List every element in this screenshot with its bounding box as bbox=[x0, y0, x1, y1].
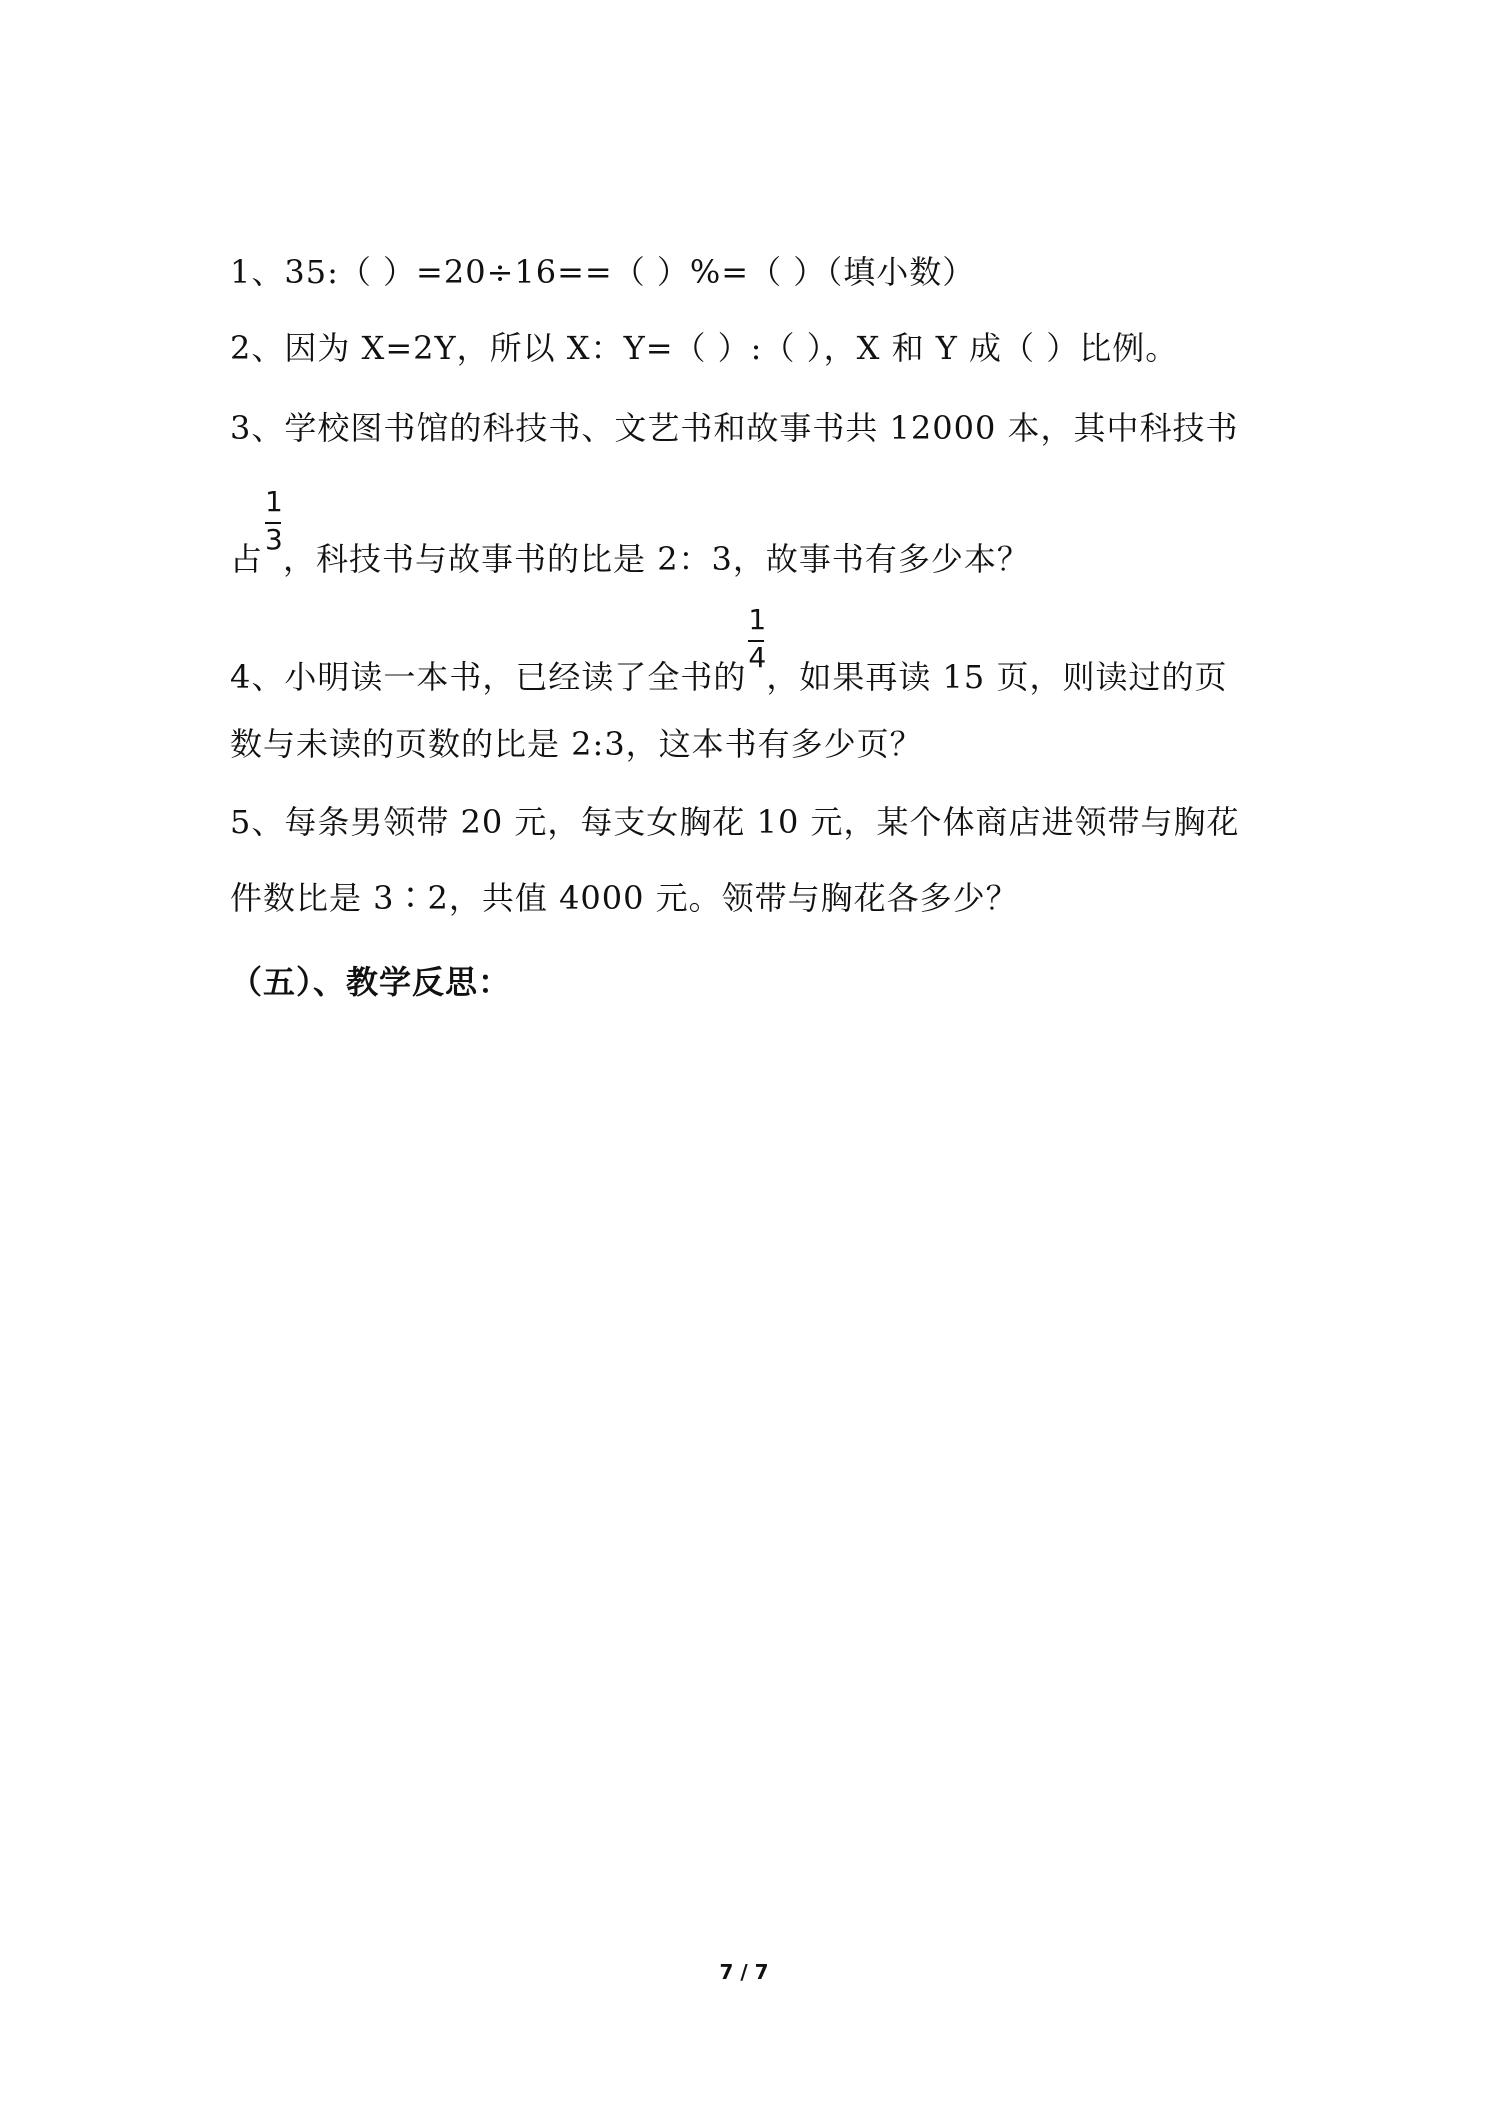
question-5-line-2: 件数比是 3∶2，共值 4000 元。领带与胸花各多少？ bbox=[230, 879, 1019, 917]
question-4-prefix: 4、小明读一本书，已经读了全书的 bbox=[230, 658, 747, 696]
fraction-denominator: 4 bbox=[748, 641, 768, 674]
question-4-suffix: ，如果再读 15 页，则读过的页 bbox=[766, 658, 1228, 696]
question-3-prefix: 占 bbox=[230, 540, 264, 578]
fraction-numerator: 1 bbox=[748, 603, 768, 636]
question-2: 2、因为 X=2Y，所以 X：Y=（ ）:（ ），X 和 Y 成（ ）比例。 bbox=[230, 329, 1179, 367]
question-4-line-1 bbox=[230, 603, 1228, 697]
question-3-suffix: ，科技书与故事书的比是 2：3，故事书有多少本？ bbox=[283, 540, 1030, 578]
page-number: 7 / 7 bbox=[719, 1960, 769, 1984]
question-5-line-1: 5、每条男领带 20 元，每支女胸花 10 元，某个体商店进领带与胸花 bbox=[230, 803, 1240, 841]
question-1: 1、35:（ ）=20÷16==（ ）%=（ ）（填小数） bbox=[230, 253, 976, 291]
fraction-denominator: 3 bbox=[265, 523, 284, 556]
fraction-one-quarter bbox=[746, 603, 768, 688]
question-3-line-2 bbox=[230, 485, 1030, 579]
question-3-line-1: 3、学校图书馆的科技书、文艺书和故事书共 12000 本，其中科技书 bbox=[230, 409, 1239, 447]
question-4-line-2: 数与未读的页数的比是 2:3，这本书有多少页？ bbox=[230, 725, 923, 763]
section-heading: （五）、教学反思： bbox=[230, 963, 512, 1001]
fraction-one-third bbox=[263, 485, 284, 570]
fraction-numerator: 1 bbox=[265, 485, 284, 518]
